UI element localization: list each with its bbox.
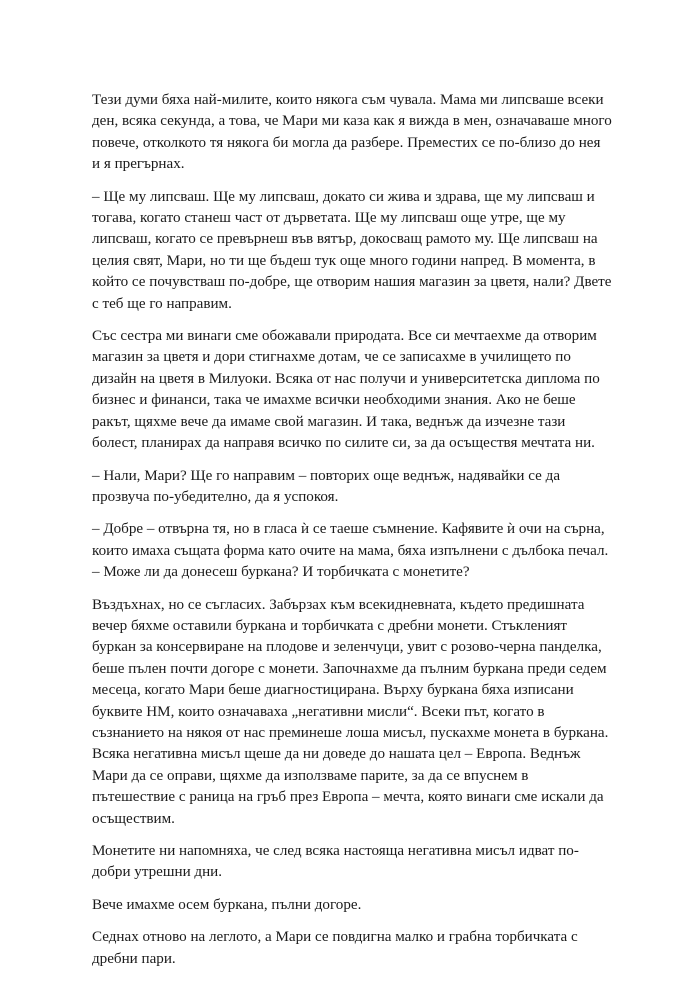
paragraph: Тези думи бяха най-милите, които някога съм чувала. Мама ми липсваше всеки ден, всяка секунда, а това, че Мари ми каза как я вижда в мен, означаваше много повече, отколкото тя някога би могла да разбере. Преместих се по-близо до нея и я прегърнах. bbox=[92, 92, 612, 173]
paragraph: – Нали, Мари? Ще го направим – повторих още веднъж, надявайки се да прозвуча по-убедително, да я успокоя. bbox=[92, 467, 561, 505]
document-body bbox=[92, 90, 612, 981]
paragraph: Със сестра ми винаги сме обожавали природата. Все си мечтаехме да отворим магазин за цветя и дори стигнахме дотам, че се записахме в училището по дизайн на цветя в Милуоки. Всяка от нас получи и университетска диплома по бизнес и финанси, така че имахме всички необходими знания. Ако не беше ракът, щяхме вече да имаме свой магазин. И така, веднъж да изчезне тази болест, планирах да направя всичко по силите си, за да осъществя мечтата ни. bbox=[92, 328, 600, 452]
paragraph: – Ще му липсваш. Ще му липсваш, докато си жива и здрава, ще му липсваш и тогава, когато станеш част от дърветата. Ще му липсваш още утре, ще му липсваш, когато се превърнеш във вятър, докосващ рамото му. Ще липсваш на целия свят, Мари, но ти ще бъдеш тук още много години напред. В момента, в който се почувстваш по-добре, ще отворим нашия магазин за цветя, нали? Двете с теб ще го направим. bbox=[92, 188, 612, 312]
paragraph: Монетите ни напомняха, че след всяка настояща негативна мисъл идват по-добри утрешни дни. bbox=[92, 843, 579, 881]
paragraph: – Добре – отвърна тя, но в гласа ѝ се таеше съмнение. Кафявите ѝ очи на сърна, които имаха същата форма като очите на мама, бяха изпълнени с дълбока печал. – Може ли да донесеш буркана? И торбичката с монетите? bbox=[92, 521, 609, 581]
paragraph: Вече имахме осем буркана, пълни догоре. bbox=[92, 896, 362, 913]
paragraph: Въздъхнах, но се съгласих. Забързах към всекидневната, където предишната вечер бяхме оставили буркана и торбичката с дребни монети. Стъкленият буркан за консервиране на плодове и зеленчуци, увит с розово-черна панделка, беше пълен почти догоре с монети. Започнахме да пълним буркана преди седем месеца, когато Мари беше диагностицирана. Върху буркана бяха изписани буквите НМ, които означаваха „негативни мисли“. Всеки път, когато в съзнанието на някоя от нас преминеше лоша мисъл, пускахме монета в буркана. Всяка негативна мисъл щеше да ни доведе до нашата цел – Европа. Веднъж Мари да се оправи, щяхме да използваме парите, за да се впуснем в пътешествие с раница на гръб през Европа – мечта, която винаги сме искали да осъществим. bbox=[92, 596, 609, 827]
paragraph: Седнах отново на леглото, а Мари се повдигна малко и грабна торбичката с дребни пари. bbox=[92, 929, 578, 967]
